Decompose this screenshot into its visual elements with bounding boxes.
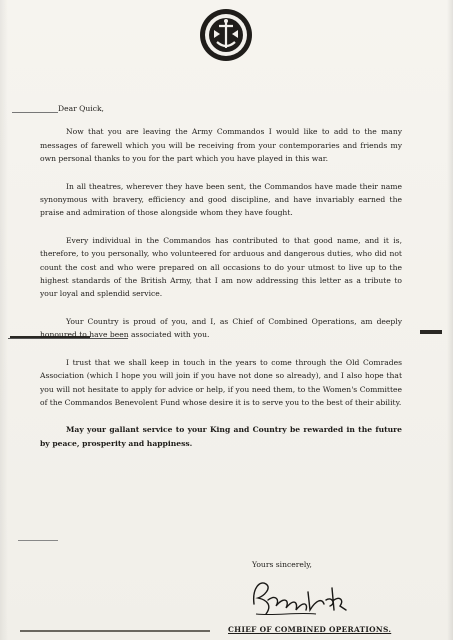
scan-streak: [18, 540, 58, 541]
letter-body: [40, 102, 402, 464]
paragraph-3: Every individual in the Commandos has contributed to that good name, and it is, therefore, to you personally, who volunteered for arduous and dangerous duties, who did not count the cost and who were prepared on all occasions to do your utmost to live up to the highest standards of the British Army, that I am now addressing this letter as a tribute to your loyal and splendid service.: [40, 235, 402, 299]
paragraph-4: Your Country is proud of you, and I, as Chief of Combined Operations, am deeply honoured to have been associated with you.: [40, 316, 402, 340]
salutation: Dear Quick,: [58, 104, 104, 113]
closing: Yours sincerely,: [252, 560, 312, 569]
combined-operations-emblem: [199, 8, 253, 62]
paragraph-5: I trust that we shall keep in touch in the years to come through the Old Comrades Association (which I hope you will join if you have not done so already), and I also hope that you will not hesitate to apply for advice or help, if you need them, to the Women's Committee of the Commandos Benevolent Fund whose desire it is to serve you to the best of their ability.: [40, 357, 402, 407]
paragraph-1: Now that you are leaving the Army Commandos I would like to add to the many messages of farewell which you will be receiving from your contemporaries and friends my own personal thanks to you for the part which you have played in this war.: [40, 127, 402, 164]
scan-streak: [420, 330, 442, 334]
paragraph-2: In all theatres, wherever they have been sent, the Commandos have made their name synonymous with bravery, efficiency and good discipline, and have invariably earned the praise and admiration of those alongside whom they have fought.: [40, 181, 402, 218]
scan-shadow-right: [447, 0, 453, 640]
scan-streak: [20, 630, 210, 632]
paragraph-6: May your gallant service to your King and Country be rewarded in the future by peace, prosperity and happiness.: [40, 425, 402, 448]
scan-shadow-left: [0, 0, 8, 640]
signature: [246, 570, 366, 620]
designation: CHIEF OF COMBINED OPERATIONS.: [228, 625, 392, 634]
